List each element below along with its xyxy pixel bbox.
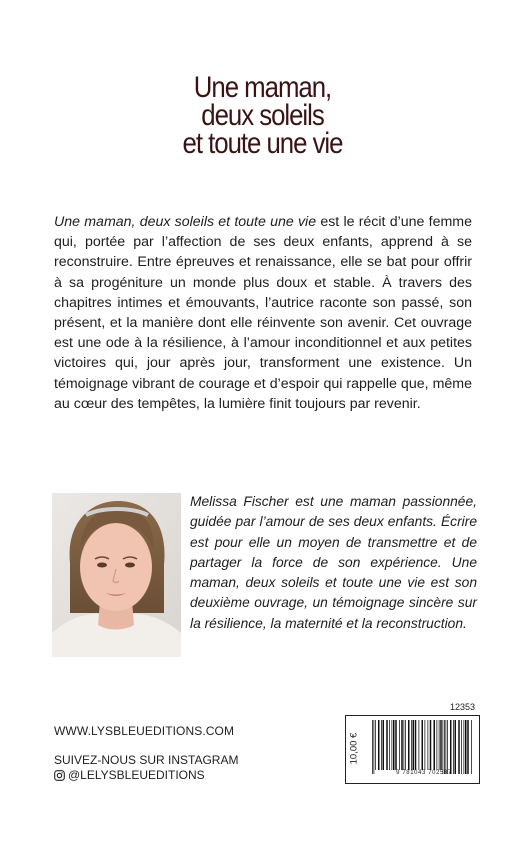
isbn-number: 9 781043 702587 <box>396 770 452 776</box>
author-photo <box>52 493 181 657</box>
title-line-3: et toute une vie <box>182 127 343 160</box>
title-line-1: Une maman, <box>193 71 332 104</box>
instagram-follow-label: SUIVEZ-NOUS SUR INSTAGRAM <box>54 753 239 767</box>
instagram-icon <box>54 770 65 781</box>
back-cover-blurb <box>54 212 472 414</box>
book-code: 12353 <box>450 702 476 712</box>
instagram-handle-row[interactable] <box>54 768 205 782</box>
blurb-italic-title: Une maman, deux soleils et toute une vie <box>54 214 317 230</box>
price-label: 10,00 € <box>348 732 360 764</box>
blurb-text: est le récit d’une femme qui, portée par l’affection de ses deux enfants, apprend à se reconstruire. Entre épreuves et renaissance, elle se bat pour offrir à sa progéniture un monde plus doux et stable. À travers des chapitres intimes et émouvants, l’autrice raconte son passé, son présent, et la manière dont elle réinvente son avenir. Cet ouvrage est une ode à la résilience, à l’amour inconditionnel et aux petites victoires qui, jour après jour, transforment une existence. Un témoignage vibrant de courage et d’espoir qui rappelle que, même au cœur des tempêtes, la lumière finit toujours par revenir. <box>54 214 472 412</box>
instagram-handle: @LELYSBLEUEDITIONS <box>68 768 205 782</box>
book-title <box>37 71 489 160</box>
title-line-2: deux soleils <box>201 99 324 132</box>
publisher-website[interactable]: WWW.LYSBLEUEDITIONS.COM <box>54 724 235 738</box>
author-bio: Melissa Fischer est une maman passionnée, guidée par l’amour de ses deux enfants. Écrire est pour elle un moyen de transmettre et de partager la force de son expérience. Une maman, deux soleils et toute une vie est son deuxième ouvrage, un témoignage sincère sur la résilience, la maternité et la reconstruction. <box>190 494 477 631</box>
